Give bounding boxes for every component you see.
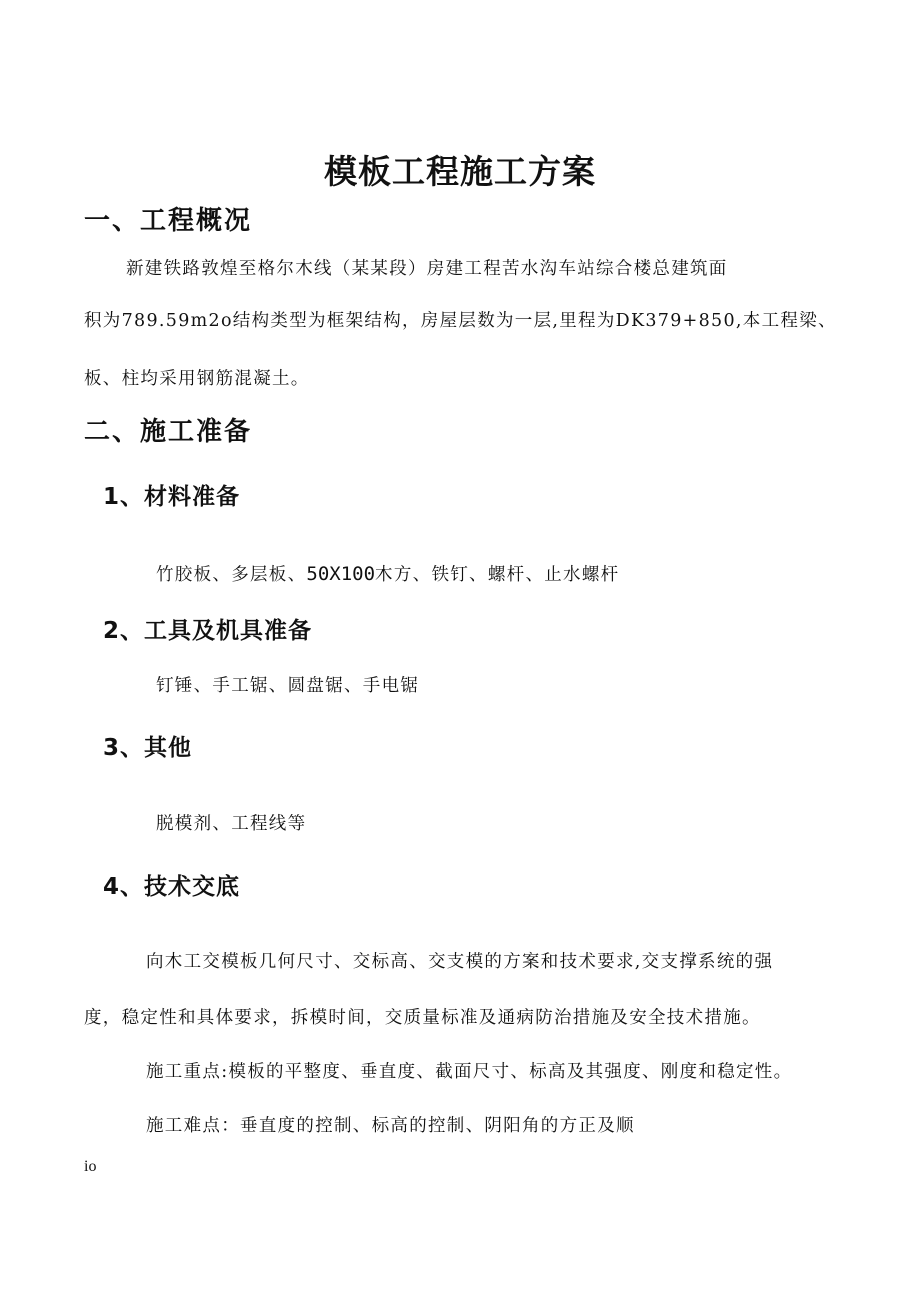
overview-line-2: 积为789.59m2o结构类型为框架结构，房屋层数为一层,里程为DK379+850,本工程梁、 bbox=[84, 311, 837, 331]
subheading-tools: 2、工具及机具准备 bbox=[103, 618, 313, 644]
subheading-materials: 1、材料准备 bbox=[103, 484, 241, 510]
subheading-other: 3、其他 bbox=[103, 735, 193, 761]
page-footer: io bbox=[84, 1158, 97, 1175]
materials-text-b: 木方、铁钉、螺杆、止水螺杆 bbox=[375, 565, 620, 585]
briefing-line-2: 度，稳定性和具体要求，拆模时间，交质量标准及通病防治措施及安全技术措施。 bbox=[84, 1008, 761, 1028]
tools-list: 钉锤、手工锯、圆盘锯、手电锯 bbox=[156, 676, 420, 696]
document-title: 模板工程施工方案 bbox=[324, 152, 596, 191]
overview-line-3: 板、柱均采用钢筋混凝土。 bbox=[84, 369, 310, 389]
subheading-technical-briefing: 4、技术交底 bbox=[103, 874, 241, 900]
overview-line-1: 新建铁路敦煌至格尔木线（某某段）房建工程苦水沟车站综合楼总建筑面 bbox=[126, 259, 728, 279]
section-heading-overview: 一、工程概况 bbox=[84, 206, 253, 236]
materials-list bbox=[156, 561, 619, 586]
materials-dimension: 50X100 bbox=[306, 563, 376, 585]
briefing-line-1: 向木工交模板几何尺寸、交标高、交支模的方案和技术要求,交支撑系统的强 bbox=[146, 952, 774, 972]
difficulties: 施工难点：垂直度的控制、标高的控制、阴阳角的方正及顺 bbox=[146, 1116, 635, 1136]
key-points: 施工重点:模板的平整度、垂直度、截面尺寸、标高及其强度、刚度和稳定性。 bbox=[146, 1062, 793, 1082]
other-list: 脱模剂、工程线等 bbox=[156, 814, 307, 834]
materials-text-a: 竹胶板、多层板、 bbox=[156, 565, 307, 585]
section-heading-preparation: 二、施工准备 bbox=[84, 417, 253, 447]
